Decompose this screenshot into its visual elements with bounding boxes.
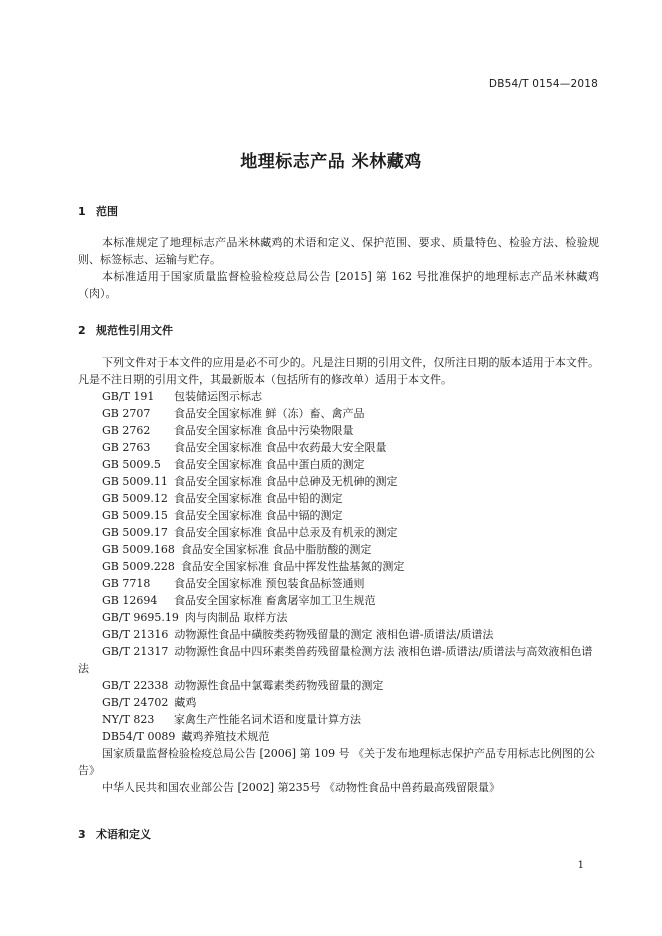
reference-title: 食品安全国家标准 食品中镉的测定	[174, 509, 343, 522]
reference-title: 食品安全国家标准 鲜（冻）畜、禽产品	[174, 407, 365, 420]
reference-code: GB 5009.5	[102, 458, 161, 471]
reference-item	[78, 677, 599, 694]
reference-code: GB/T 191	[102, 390, 155, 403]
reference-title: 食品安全国家标准 食品中总砷及无机砷的测定	[174, 475, 398, 488]
reference-title: 动物源性食品中氯霉素类药物残留量的测定	[174, 679, 384, 692]
reference-item	[78, 524, 599, 541]
reference-code: GB 5009.11	[102, 475, 168, 488]
section-number: 1	[78, 205, 86, 218]
reference-item	[78, 558, 599, 575]
reference-item	[78, 473, 599, 490]
reference-code: GB/T 24702	[102, 696, 169, 709]
reference-code: GB 7718	[102, 577, 151, 590]
reference-item	[78, 388, 599, 405]
reference-title: 藏鸡	[174, 696, 197, 709]
reference-title: 食品安全国家标准 食品中挥发性盐基氮的测定	[180, 560, 405, 573]
reference-item	[78, 439, 599, 456]
notice-item: 中华人民共和国农业部公告 [2002] 第235号 《动物性食品中兽药最高残留限量》	[102, 781, 501, 794]
section-2-heading	[78, 322, 173, 338]
reference-code: GB 12694	[102, 594, 158, 607]
reference-item	[78, 575, 599, 592]
reference-item	[78, 456, 599, 473]
document-code: DB54/T 0154—2018	[488, 78, 598, 90]
reference-item	[78, 422, 599, 439]
reference-code: GB 5009.15	[102, 509, 168, 522]
reference-title: 藏鸡养殖技术规范	[181, 730, 270, 743]
reference-item	[78, 592, 599, 609]
reference-code: GB/T 9695.19	[102, 611, 179, 624]
section-title: 规范性引用文件	[96, 324, 173, 337]
reference-item	[78, 490, 599, 507]
reference-item	[78, 609, 599, 626]
reference-title: 动物源性食品中磺胺类药物残留量的测定 液相色谱-质谱法/质谱法	[174, 628, 494, 641]
reference-title: 食品安全国家标准 食品中污染物限量	[174, 424, 354, 437]
reference-code: GB 2762	[102, 424, 151, 437]
section-title: 范围	[96, 205, 118, 218]
section-title: 术语和定义	[96, 828, 151, 841]
reference-title: 食品安全国家标准 食品中脂肪酸的测定	[180, 543, 372, 556]
reference-code: GB 5009.168	[102, 543, 175, 556]
reference-item	[78, 541, 599, 558]
reference-code: GB/T 22338	[102, 679, 169, 692]
page-number: 1	[577, 860, 584, 871]
normative-references-list	[78, 388, 599, 796]
reference-title: 肉与肉制品 取样方法	[184, 611, 288, 624]
reference-item	[78, 626, 599, 643]
reference-item	[78, 694, 599, 711]
reference-title: 家禽生产性能名词术语和度量计算方法	[174, 713, 361, 726]
notice-item: 国家质量监督检验检疫总局公告 [2006] 第 109 号 《关于发布地理标志保护产品专用标志比例图的公告》	[78, 747, 596, 777]
reference-code: DB54/T 0089	[102, 730, 176, 743]
reference-title: 动物源性食品中四环素类兽药残留量检测方法 液相色谱-质谱法/质谱法与高效液相色谱法	[78, 645, 593, 675]
section-number: 2	[78, 324, 86, 337]
reference-title: 食品安全国家标准 预包装食品标签通则	[174, 577, 365, 590]
section-number: 3	[78, 828, 86, 841]
reference-item	[78, 711, 599, 728]
reference-code: GB/T 21317	[102, 645, 169, 658]
reference-item	[78, 728, 599, 745]
reference-code: GB 5009.228	[102, 560, 175, 573]
reference-title: 食品安全国家标准 食品中铅的测定	[174, 492, 343, 505]
section-3-heading	[78, 826, 151, 842]
section-1-heading	[78, 203, 118, 219]
reference-title: 食品安全国家标准 畜禽屠宰加工卫生规范	[174, 594, 376, 607]
reference-code: GB/T 21316	[102, 628, 169, 641]
reference-title: 食品安全国家标准 食品中总汞及有机汞的测定	[174, 526, 398, 539]
reference-code: NY/T 823	[102, 713, 155, 726]
scope-paragraph-1: 本标准规定了地理标志产品米林藏鸡的术语和定义、保护范围、要求、质量特色、检验方法、检验规则、标签标志、运输与贮存。	[78, 236, 599, 266]
reference-code: GB 5009.17	[102, 526, 168, 539]
reference-code: GB 2763	[102, 441, 151, 454]
reference-item	[78, 405, 599, 422]
references-intro: 下列文件对于本文件的应用是必不可少的。凡是注日期的引用文件，仅所注日期的版本适用于本文件。凡是不注日期的引用文件，其最新版本（包括所有的修改单）适用于本文件。	[78, 356, 599, 386]
reference-code: GB 2707	[102, 407, 151, 420]
reference-title: 食品安全国家标准 食品中农药最大安全限量	[174, 441, 387, 454]
reference-item	[78, 643, 599, 677]
reference-code: GB 5009.12	[102, 492, 168, 505]
reference-item	[78, 507, 599, 524]
scope-paragraph-2: 本标准适用于国家质量监督检验检疫总局公告 [2015] 第 162 号批准保护的地理标志产品米林藏鸡（肉）。	[78, 270, 599, 300]
reference-title: 食品安全国家标准 食品中蛋白质的测定	[174, 458, 365, 471]
reference-title: 包装储运图示标志	[174, 390, 262, 403]
document-title: 地理标志产品 米林藏鸡	[240, 152, 422, 172]
